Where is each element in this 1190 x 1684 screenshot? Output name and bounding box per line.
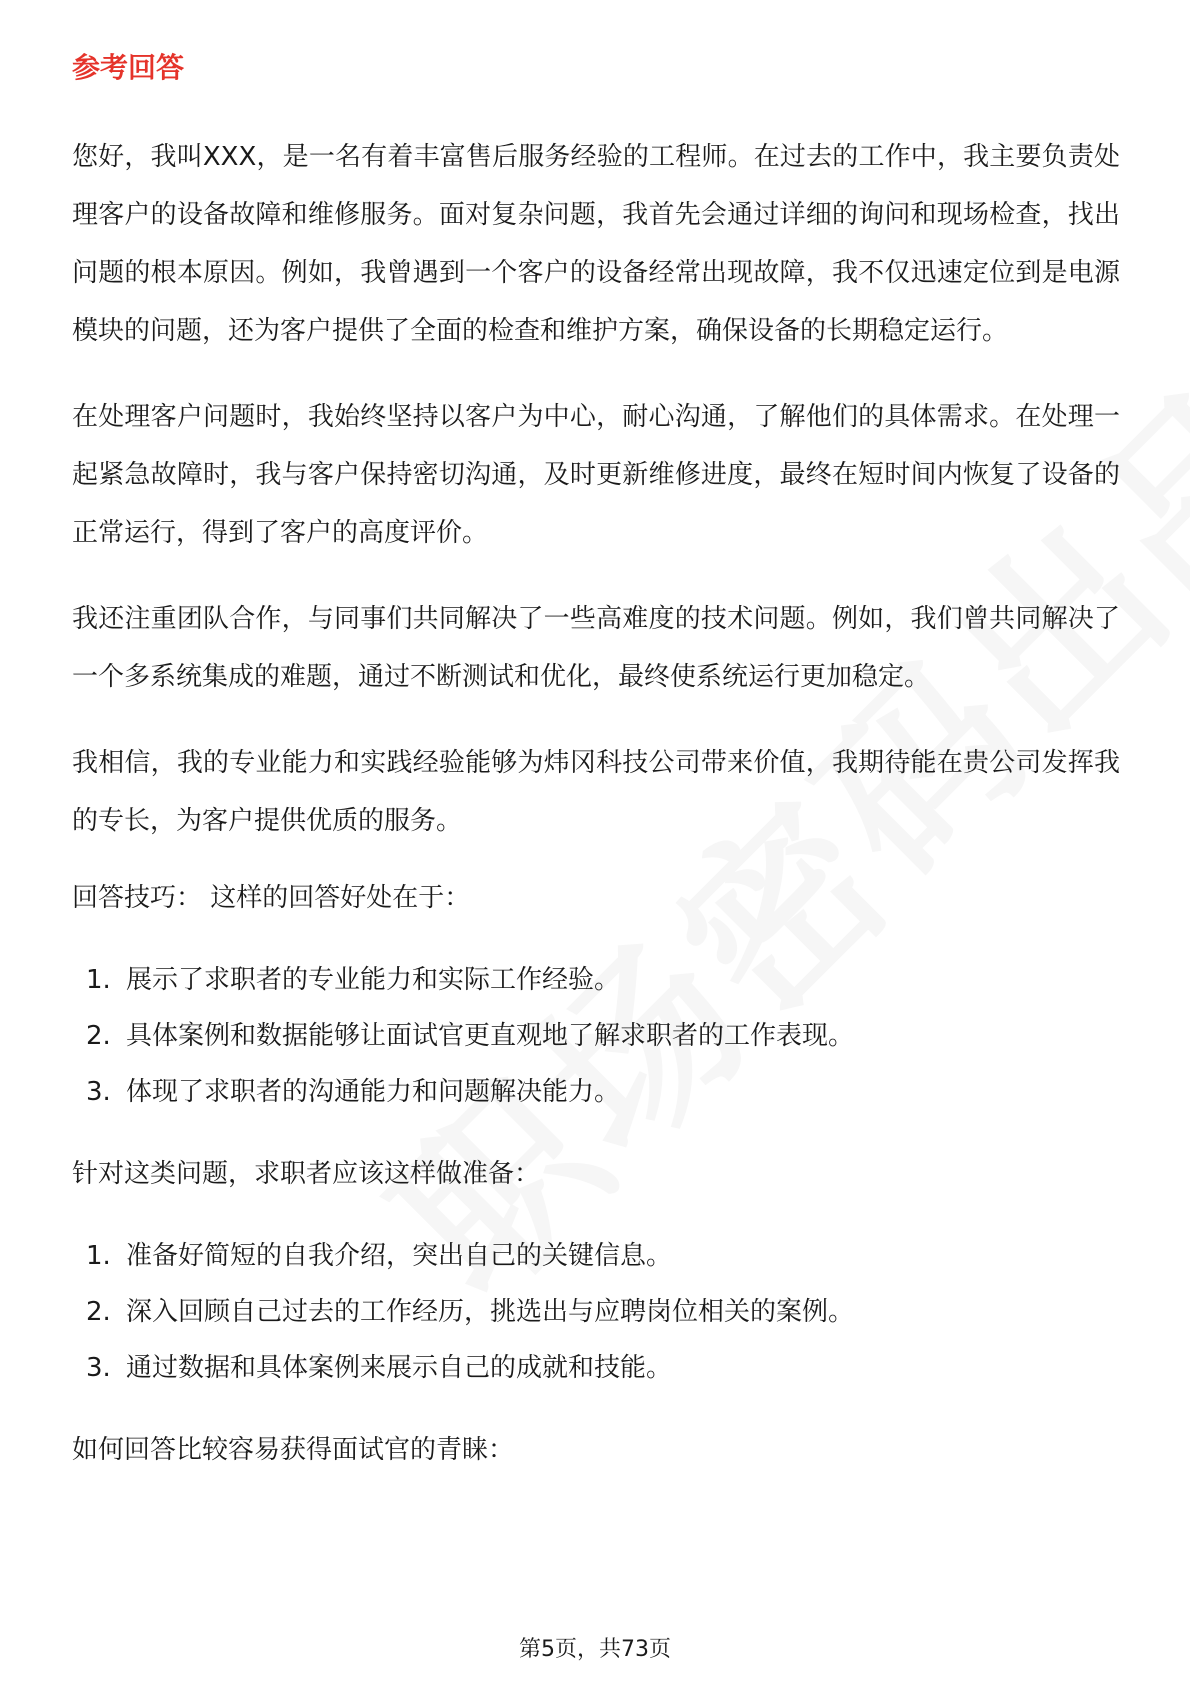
section-heading: 参考回答 [72, 51, 185, 84]
list-text: 通过数据和具体案例来展示自己的成就和技能。 [126, 1353, 673, 1383]
answer-paragraph-1: 您好，我叫XXX，是一名有着丰富售后服务经验的工程师。在过去的工作中，我主要负责处理客户的设备故障和维修服务。面对复杂问题，我首先会通过详细的询问和现场检查，找出问题的根本原因。例如，我曾遇到一个客户的设备经常出现故障，我不仅迅速定位到是电源模块的问题，还为客户提供了全面的检查和维护方案，确保设备的长期稳定运行。 [72, 142, 1120, 346]
list-number: 3. [86, 1353, 111, 1383]
list-text: 展示了求职者的专业能力和实际工作经验。 [126, 965, 621, 995]
list-text: 体现了求职者的沟通能力和问题解决能力。 [126, 1077, 621, 1107]
list-item [72, 1064, 1120, 1120]
closing-label: 如何回答比较容易获得面试官的青睐： [72, 1435, 515, 1465]
answer-paragraph-2: 在处理客户问题时，我始终坚持以客户为中心，耐心沟通，了解他们的具体需求。在处理一起紧急故障时，我与客户保持密切沟通，及时更新维修进度，最终在短时间内恢复了设备的正常运行，得到了客户的高度评价。 [72, 402, 1120, 548]
prep-list [72, 1228, 1120, 1396]
prep-label: 针对这类问题，求职者应该这样做准备： [72, 1159, 541, 1189]
tips-list [72, 952, 1120, 1120]
list-text: 深入回顾自己过去的工作经历，挑选出与应聘岗位相关的案例。 [126, 1297, 855, 1327]
list-item [72, 952, 1120, 1008]
list-item [72, 1284, 1120, 1340]
list-number: 1. [86, 1241, 111, 1271]
page-footer: 第5页，共73页 [519, 1637, 671, 1662]
list-number: 3. [86, 1077, 111, 1107]
list-number: 2. [86, 1021, 111, 1051]
list-item [72, 1008, 1120, 1064]
answer-paragraph-4: 我相信，我的专业能力和实践经验能够为炜冈科技公司带来价值，我期待能在贵公司发挥我的专长，为客户提供优质的服务。 [72, 748, 1120, 836]
list-text: 具体案例和数据能够让面试官更直观地了解求职者的工作表现。 [126, 1021, 855, 1051]
list-text: 准备好简短的自我介绍，突出自己的关键信息。 [126, 1241, 673, 1271]
list-number: 1. [86, 965, 111, 995]
list-item [72, 1340, 1120, 1396]
answer-paragraph-3: 我还注重团队合作，与同事们共同解决了一些高难度的技术问题。例如，我们曾共同解决了一个多系统集成的难题，通过不断测试和优化，最终使系统运行更加稳定。 [72, 604, 1120, 692]
list-item [72, 1228, 1120, 1284]
tips-label: 回答技巧： 这样的回答好处在于： [72, 883, 471, 913]
list-number: 2. [86, 1297, 111, 1327]
document-body [72, 48, 1120, 1504]
